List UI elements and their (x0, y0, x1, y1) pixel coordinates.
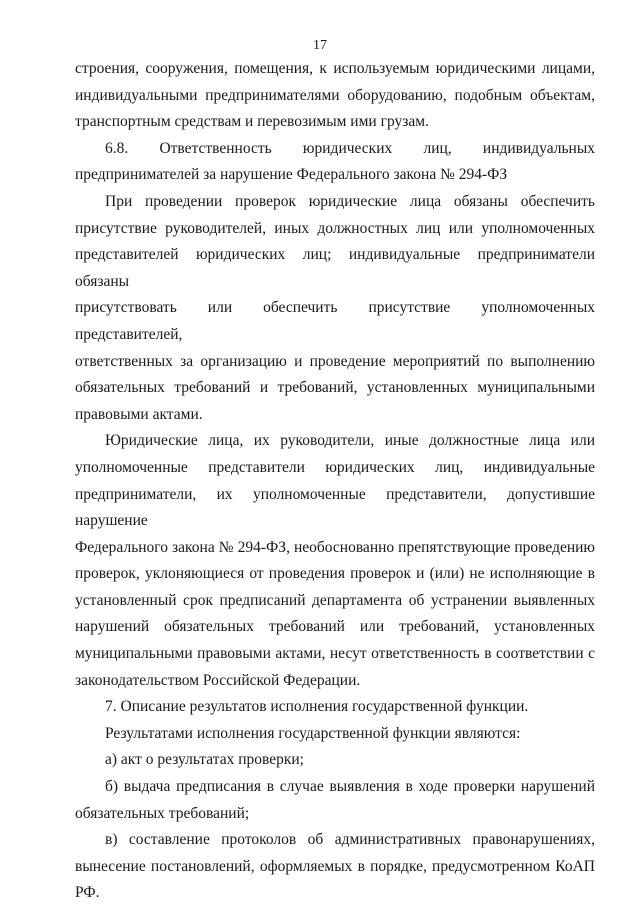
text-line: представителей юридических лиц; индивидуальные предприниматели обязаны (75, 246, 595, 290)
paragraph (75, 721, 595, 748)
text-line: Федерального закона № 294-ФЗ, необоснованно препятствующие проведению (75, 538, 595, 556)
text-line: проверок, уклоняющиеся от проведения проверок и (или) не исполняющие в (75, 565, 595, 583)
paragraph-continuation (75, 56, 595, 136)
text-line: обязательных требований; (75, 804, 250, 822)
text-line: предпринимателей за нарушение Федерального закона № 294-ФЗ (75, 166, 508, 184)
text-line: муниципальными правовыми актами, несут ответственность в соответствии с (75, 645, 595, 663)
text-line: транспортным средствам и перевозимым ими грузам. (75, 113, 429, 131)
section-heading-7 (75, 694, 595, 721)
paragraph (75, 189, 595, 428)
section-heading-6-8 (75, 136, 595, 189)
text-line: нарушений обязательных требований или требований, установленных (75, 618, 595, 636)
text-line: законодательством Российской Федерации. (75, 671, 361, 689)
text-line: Результатами исполнения государственной функции являются: (105, 724, 521, 742)
text-line: ответственных за организацию и проведение мероприятий по выполнению (75, 352, 595, 370)
text-line: Юридические лица, их руководители, иные должностные лица или (105, 432, 595, 450)
text-line: в) составление протоколов об административных правонарушениях, (105, 831, 595, 849)
list-item-b (75, 774, 595, 827)
text-line: При проведении проверок юридические лица обязаны обеспечить (105, 192, 595, 210)
text-line: а) акт о результатах проверки; (105, 751, 304, 769)
list-item-c (75, 827, 595, 907)
text-line: присутствовать или обеспечить присутствие уполномоченных представителей, (75, 299, 595, 343)
text-line: индивидуальными предпринимателями оборудованию, подобным объектам, (75, 86, 595, 104)
text-line: предприниматели, их уполномоченные представители, допустившие нарушение (75, 485, 595, 530)
document-body (75, 56, 595, 907)
text-line: присутствие руководителей, иных должностных лиц или уполномоченных (75, 219, 595, 237)
text-line: уполномоченные представители юридических лиц, индивидуальные (75, 458, 595, 476)
text-line: вынесение постановлений, оформляемых в порядке, предусмотренном КоАП (75, 857, 595, 875)
text-line: 7. Описание результатов исполнения государственной функции. (105, 698, 529, 716)
text-line: РФ. (75, 884, 100, 902)
list-item-a (75, 747, 595, 774)
text-line: строения, сооружения, помещения, к используемым юридическими лицами, (75, 60, 595, 77)
text-line: обязательных требований и требований, установленных муниципальными (75, 379, 595, 397)
paragraph (75, 428, 595, 694)
text-line: установленный срок предписаний департамента об устранении выявленных (75, 591, 595, 609)
text-line: б) выдача предписания в случае выявления в ходе проверки нарушений (105, 778, 595, 796)
text-line: 6.8. Ответственность юридических лиц, индивидуальных (105, 139, 595, 157)
text-line: правовыми актами. (75, 405, 203, 423)
page-number: 17 (313, 38, 327, 53)
